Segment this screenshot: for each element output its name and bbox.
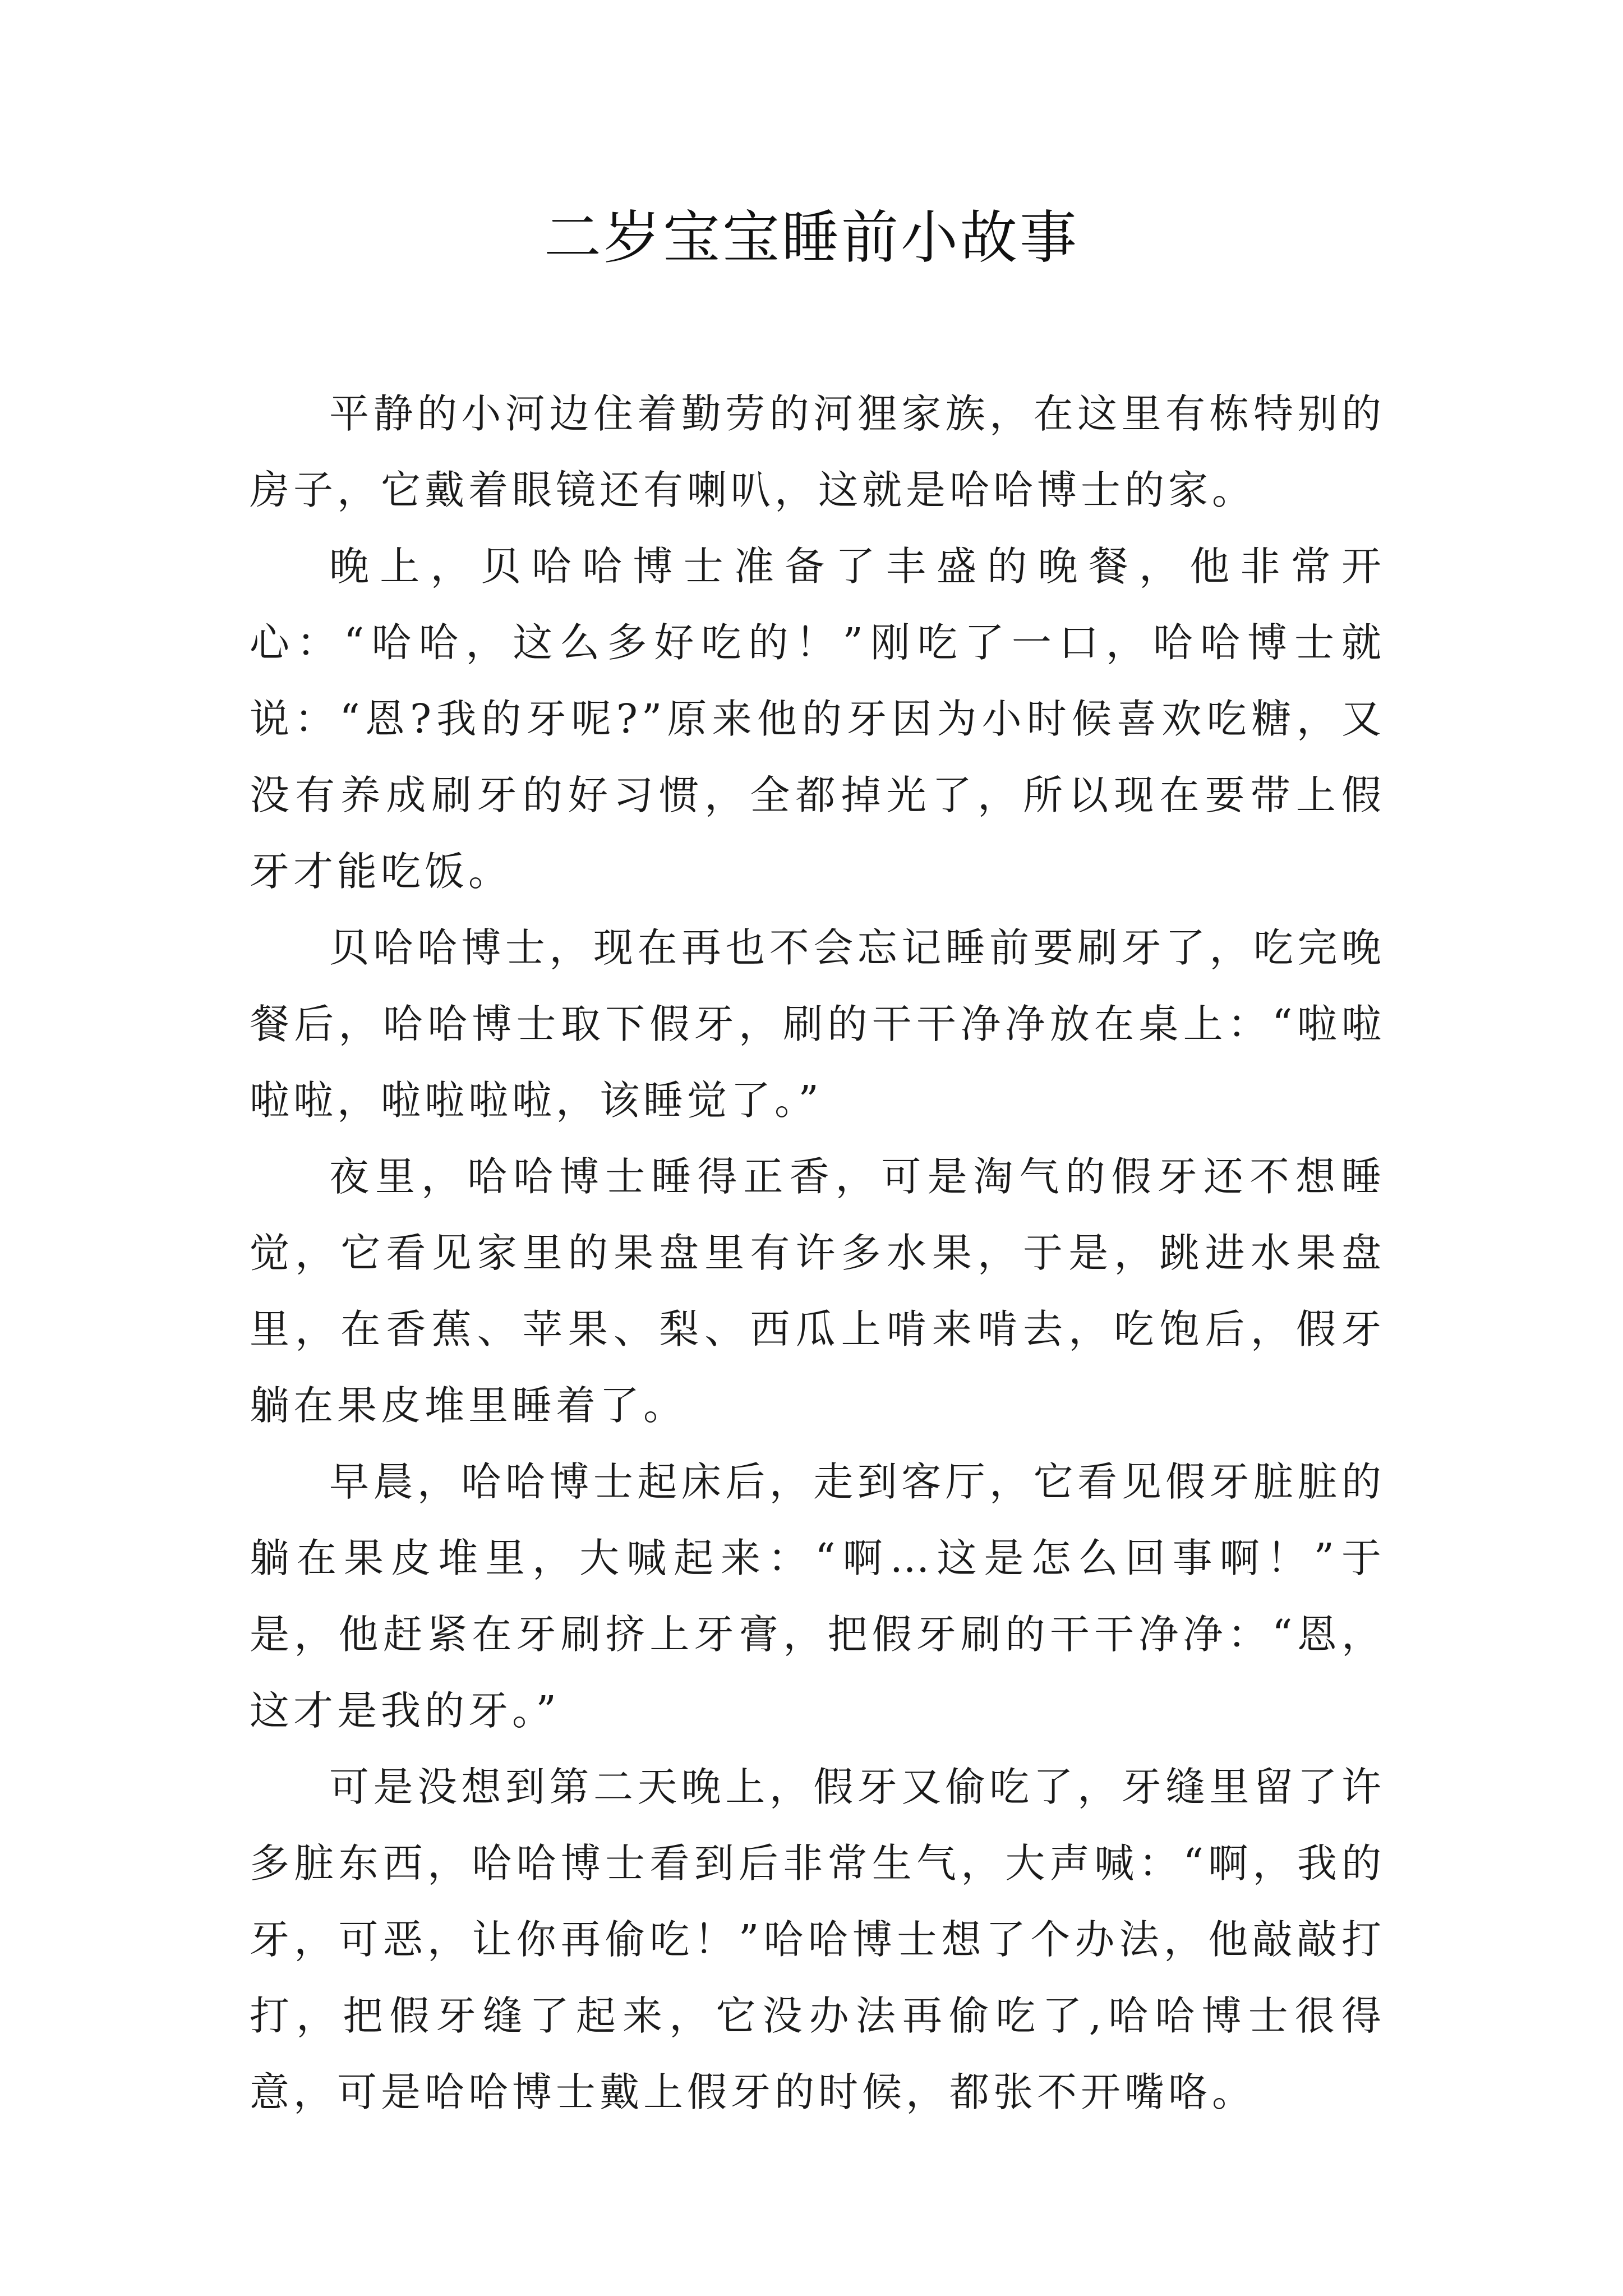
paragraph-6: 可是没想到第二天晚上，假牙又偷吃了，牙缝里留了许多脏东西，哈哈博士看到后非常生气，大声喊：“啊，我的牙，可恶，让你再偷吃！”哈哈博士想了个办法，他敲敲打打，把假牙缝了起来，它没办法再偷吃了,哈哈博士很得意，可是哈哈博士戴上假牙的时候，都张不开嘴咯。 [250, 1764, 1385, 2115]
paragraph-2: 晚上，贝哈哈博士准备了丰盛的晚餐，他非常开心：“哈哈，这么多好吃的！”刚吃了一口，哈哈博士就说：“恩?我的牙呢?”原来他的牙因为小时候喜欢吃糖，又没有养成刷牙的好习惯，全都掉光了，所以现在要带上假牙才能吃饭。 [250, 543, 1385, 895]
paragraph-4: 夜里，哈哈博士睡得正香，可是淘气的假牙还不想睡觉，它看见家里的果盘里有许多水果，于是，跳进水果盘里，在香蕉、苹果、梨、西瓜上啃来啃去，吃饱后，假牙躺在果皮堆里睡着了。 [250, 1153, 1385, 1429]
document-title: 二岁宝宝睡前小故事 [544, 205, 1079, 272]
document-body [250, 376, 1385, 2131]
paragraph-1: 平静的小河边住着勤劳的河狸家族，在这里有栋特别的房子，它戴着眼镜还有喇叭，这就是哈哈博士的家。 [250, 390, 1385, 513]
paragraph-3: 贝哈哈博士，现在再也不会忘记睡前要刷牙了，吃完晚餐后，哈哈博士取下假牙，刷的干干净净放在桌上：“啦啦啦啦，啦啦啦啦，该睡觉了。” [250, 924, 1385, 1124]
paragraph-5: 早晨，哈哈博士起床后，走到客厅，它看见假牙脏脏的躺在果皮堆里，大喊起来：“啊…这是怎么回事啊！”于是，他赶紧在牙刷挤上牙膏，把假牙刷的干干净净：“恩，这才是我的牙。” [250, 1458, 1385, 1734]
